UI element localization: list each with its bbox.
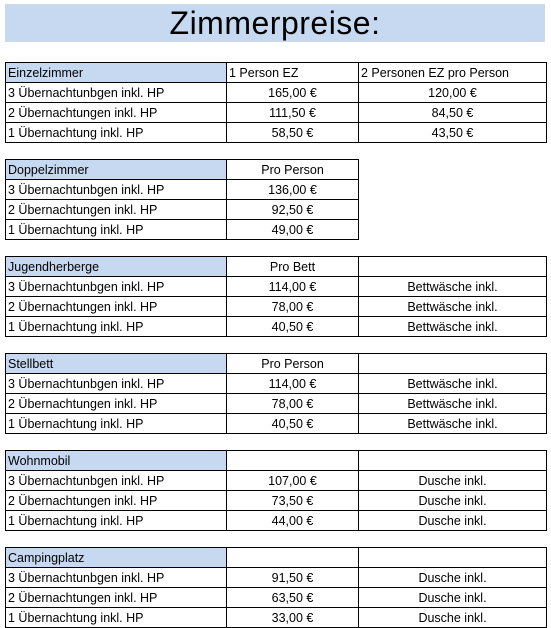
row-label: 2 Übernachtungen inkl. HP [6, 588, 227, 608]
row-price: 33,00 € [227, 608, 359, 628]
table-row [6, 297, 547, 317]
row-extra: Bettwäsche inkl. [359, 277, 547, 297]
row-extra: 120,00 € [359, 83, 547, 103]
row-price: 111,50 € [227, 103, 359, 123]
row-label: 1 Übernachtung inkl. HP [6, 123, 227, 143]
row-price: 49,00 € [227, 220, 359, 240]
price-table-jugendherberge [5, 256, 547, 337]
price-table-einzelzimmer [5, 62, 547, 143]
price-table-doppelzimmer [5, 159, 359, 240]
section-name: Wohnmobil [6, 451, 227, 471]
column-header: 1 Person EZ [227, 63, 359, 83]
row-extra: Dusche inkl. [359, 491, 547, 511]
column-header [359, 257, 547, 277]
row-label: 3 Übernachtunbgen inkl. HP [6, 374, 227, 394]
table-row [6, 608, 547, 628]
row-price: 114,00 € [227, 277, 359, 297]
table-row [6, 200, 359, 220]
table-header-row [6, 354, 547, 374]
table-row [6, 123, 547, 143]
column-header: Pro Person [227, 160, 359, 180]
column-header: 2 Personen EZ pro Person [359, 63, 547, 83]
row-price: 73,50 € [227, 491, 359, 511]
row-extra: Dusche inkl. [359, 568, 547, 588]
row-price: 40,50 € [227, 414, 359, 434]
row-label: 3 Übernachtunbgen inkl. HP [6, 180, 227, 200]
row-price: 165,00 € [227, 83, 359, 103]
table-header-row [6, 548, 547, 568]
row-extra: Dusche inkl. [359, 608, 547, 628]
table-row [6, 394, 547, 414]
row-extra: Bettwäsche inkl. [359, 297, 547, 317]
row-label: 1 Übernachtung inkl. HP [6, 220, 227, 240]
row-label: 1 Übernachtung inkl. HP [6, 608, 227, 628]
row-label: 2 Übernachtungen inkl. HP [6, 200, 227, 220]
section-name: Campingplatz [6, 548, 227, 568]
section-name: Stellbett [6, 354, 227, 374]
table-header-row [6, 160, 359, 180]
row-label: 2 Übernachtungen inkl. HP [6, 297, 227, 317]
row-price: 58,50 € [227, 123, 359, 143]
row-extra: Bettwäsche inkl. [359, 374, 547, 394]
row-label: 3 Übernachtunbgen inkl. HP [6, 277, 227, 297]
section-name: Jugendherberge [6, 257, 227, 277]
price-table-campingplatz [5, 547, 547, 628]
table-row [6, 103, 547, 123]
column-header [359, 451, 547, 471]
row-price: 114,00 € [227, 374, 359, 394]
row-extra: Bettwäsche inkl. [359, 317, 547, 337]
column-header [359, 354, 547, 374]
row-price: 63,50 € [227, 588, 359, 608]
table-header-row [6, 257, 547, 277]
row-label: 2 Übernachtungen inkl. HP [6, 103, 227, 123]
table-row [6, 317, 547, 337]
row-extra: 43,50 € [359, 123, 547, 143]
column-header: Pro Bett [227, 257, 359, 277]
row-price: 78,00 € [227, 394, 359, 414]
row-label: 3 Übernachtunbgen inkl. HP [6, 83, 227, 103]
row-extra: Bettwäsche inkl. [359, 394, 547, 414]
table-row [6, 568, 547, 588]
column-header [227, 548, 359, 568]
table-row [6, 588, 547, 608]
column-header [359, 548, 547, 568]
price-table-wohnmobil [5, 450, 547, 531]
section-name: Doppelzimmer [6, 160, 227, 180]
row-extra: Dusche inkl. [359, 471, 547, 491]
table-row [6, 180, 359, 200]
row-price: 92,50 € [227, 200, 359, 220]
table-row [6, 511, 547, 531]
table-row [6, 374, 547, 394]
row-label: 1 Übernachtung inkl. HP [6, 414, 227, 434]
row-extra: 84,50 € [359, 103, 547, 123]
row-extra: Dusche inkl. [359, 511, 547, 531]
table-row [6, 83, 547, 103]
price-table-stellbett [5, 353, 547, 434]
row-label: 2 Übernachtungen inkl. HP [6, 491, 227, 511]
table-row [6, 491, 547, 511]
row-price: 44,00 € [227, 511, 359, 531]
row-price: 136,00 € [227, 180, 359, 200]
row-label: 3 Übernachtunbgen inkl. HP [6, 471, 227, 491]
page-title: Zimmerpreise: [5, 4, 545, 42]
row-extra: Dusche inkl. [359, 588, 547, 608]
table-row [6, 220, 359, 240]
table-row [6, 277, 547, 297]
row-price: 91,50 € [227, 568, 359, 588]
table-header-row [6, 63, 547, 83]
column-header [227, 451, 359, 471]
row-extra: Bettwäsche inkl. [359, 414, 547, 434]
row-price: 78,00 € [227, 297, 359, 317]
row-label: 2 Übernachtungen inkl. HP [6, 394, 227, 414]
row-price: 40,50 € [227, 317, 359, 337]
table-row [6, 414, 547, 434]
row-price: 107,00 € [227, 471, 359, 491]
section-name: Einzelzimmer [6, 63, 227, 83]
table-header-row [6, 451, 547, 471]
table-row [6, 471, 547, 491]
row-label: 3 Übernachtunbgen inkl. HP [6, 568, 227, 588]
row-label: 1 Übernachtung inkl. HP [6, 511, 227, 531]
row-label: 1 Übernachtung inkl. HP [6, 317, 227, 337]
column-header: Pro Person [227, 354, 359, 374]
